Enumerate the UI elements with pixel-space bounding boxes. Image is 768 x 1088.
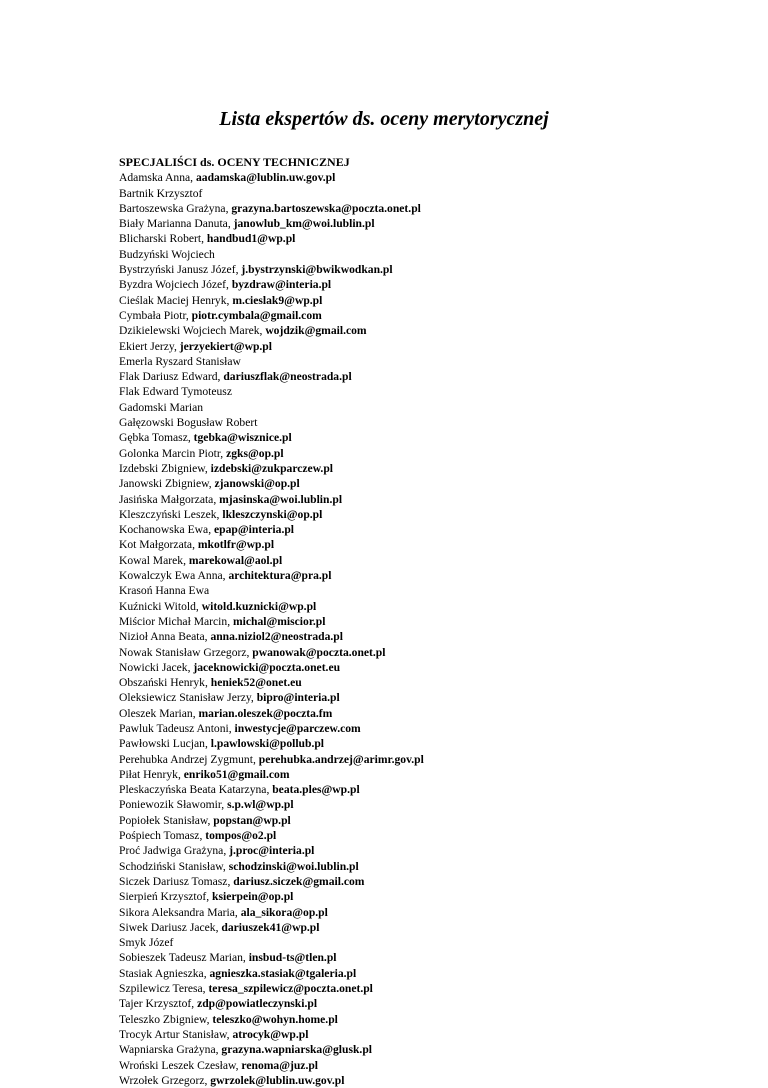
separator: , (227, 874, 234, 888)
expert-email: teresa_szpilewicz@poczta.onet.pl (208, 982, 373, 996)
list-item (119, 522, 739, 537)
separator: , (242, 951, 249, 965)
list-item (119, 859, 739, 874)
list-item (119, 950, 739, 965)
expert-email: grazyna.wapniarska@glusk.pl (221, 1043, 372, 1057)
expert-name: Schodziński Stanisław (119, 859, 223, 873)
separator: , (190, 171, 196, 185)
expert-list (119, 170, 739, 1088)
expert-name: Kot Małgorzata (119, 538, 193, 552)
expert-name: Proć Jadwiga Grażyna (119, 844, 224, 858)
expert-email: insbud-ts@tlen.pl (248, 951, 337, 965)
separator: , (215, 1043, 222, 1057)
expert-email: enriko51@gmail.com (183, 767, 290, 781)
expert-name: Sierpień Krzysztof (119, 890, 207, 904)
expert-name: Trocyk Artur Stanisław (119, 1027, 227, 1041)
expert-email: zdp@powiatleczynski.pl (197, 997, 318, 1011)
expert-name: Bartoszewska Grażyna (119, 201, 226, 215)
expert-email: wojdzik@gmail.com (265, 324, 367, 338)
expert-name: Cymbała Piotr (119, 308, 186, 322)
separator: , (192, 538, 198, 552)
expert-name: Teleszko Zbigniew (119, 1012, 207, 1026)
list-item (119, 400, 739, 415)
separator: , (201, 232, 207, 246)
separator: , (173, 339, 180, 353)
list-item (119, 782, 739, 797)
list-item (119, 247, 739, 262)
expert-email: m.cieslak9@wp.pl (232, 293, 323, 307)
expert-name: Flak Edward Tymoteusz (119, 385, 232, 399)
expert-email: l.pawlowski@pollub.pl (210, 737, 325, 751)
separator: , (207, 813, 214, 827)
expert-name: Gałęzowski Bogusław Robert (119, 416, 258, 430)
expert-email: teleszko@wohyn.home.pl (212, 1012, 338, 1026)
expert-email: agnieszka.stasiak@tgaleria.pl (209, 966, 357, 980)
list-item (119, 170, 739, 185)
expert-email: ala_sikora@op.pl (240, 905, 328, 919)
separator: , (185, 308, 192, 322)
expert-name: Pośpiech Tomasz (119, 829, 200, 843)
separator: , (177, 767, 184, 781)
separator: , (215, 920, 222, 934)
list-item (119, 1012, 739, 1027)
expert-email: tgebka@wisznice.pl (193, 431, 292, 445)
separator: , (222, 569, 229, 583)
separator: , (246, 645, 253, 659)
separator: , (235, 1058, 242, 1072)
expert-email: witold.kuznicki@wp.pl (201, 599, 317, 613)
expert-name: Smyk Józef (119, 936, 174, 950)
section-heading: SPECJALIŚCI ds. OCENY TECHNICZNEJ (119, 155, 350, 169)
list-item (119, 354, 739, 369)
separator: , (234, 905, 241, 919)
list-item (119, 1042, 739, 1057)
separator: , (204, 630, 211, 644)
separator: , (227, 217, 234, 231)
expert-email: aadamska@lublin.uw.gov.pl (195, 171, 336, 185)
separator: , (220, 446, 227, 460)
list-item (119, 706, 739, 721)
list-item (119, 384, 739, 399)
list-item (119, 476, 739, 491)
expert-email: heniek52@onet.eu (210, 676, 302, 690)
document-content (119, 155, 739, 1088)
separator: , (187, 660, 194, 674)
expert-email: dariusz.siczek@gmail.com (233, 874, 365, 888)
list-item (119, 966, 739, 981)
list-item (119, 996, 739, 1011)
expert-email: gwrzolek@lublin.uw.gov.pl (210, 1073, 345, 1087)
expert-name: Nowak Stanisław Grzegorz (119, 645, 247, 659)
list-item (119, 186, 739, 201)
separator: , (227, 614, 233, 628)
expert-name: Miścior Michał Marcin (119, 614, 228, 628)
expert-name: Izdebski Zbigniew (119, 461, 205, 475)
expert-name: Gębka Tomasz (119, 431, 188, 445)
separator: , (204, 461, 211, 475)
expert-name: Obszański Henryk (119, 676, 205, 690)
expert-email: byzdraw@interia.pl (231, 278, 332, 292)
separator: , (199, 829, 206, 843)
list-item (119, 981, 739, 996)
expert-name: Kleszczyński Leszek (119, 507, 217, 521)
expert-name: Biały Marianna Danuta (119, 217, 228, 231)
expert-email: mjasinska@woi.lublin.pl (219, 492, 343, 506)
separator: , (206, 890, 213, 904)
list-item (119, 905, 739, 920)
expert-email: jaceknowicki@poczta.onet.eu (193, 660, 341, 674)
expert-email: grazyna.bartoszewska@poczta.onet.pl (231, 201, 421, 215)
expert-name: Janowski Zbigniew (119, 477, 209, 491)
list-item (119, 553, 739, 568)
separator: , (216, 507, 223, 521)
expert-email: zgks@op.pl (226, 446, 284, 460)
list-item (119, 568, 739, 583)
list-item (119, 231, 739, 246)
expert-name: Oleszek Marian (119, 706, 193, 720)
list-item (119, 675, 739, 690)
list-item (119, 216, 739, 231)
list-item (119, 889, 739, 904)
expert-name: Flak Dariusz Edward (119, 370, 218, 384)
expert-name: Byzdra Wojciech Józef (119, 278, 227, 292)
expert-email: beata.ples@wp.pl (272, 783, 360, 797)
separator: , (187, 431, 194, 445)
list-item (119, 935, 739, 950)
list-item (119, 645, 739, 660)
list-item (119, 721, 739, 736)
expert-email: inwestycje@parczew.com (234, 721, 361, 735)
expert-email: mkotlfr@wp.pl (197, 538, 275, 552)
expert-name: Krasoń Hanna Ewa (119, 584, 210, 598)
expert-name: Kowalczyk Ewa Anna (119, 569, 223, 583)
expert-email: s.p.wl@wp.pl (227, 798, 294, 812)
list-item (119, 828, 739, 843)
expert-name: Emerla Ryszard Stanisław (119, 354, 241, 368)
expert-name: Gadomski Marian (119, 400, 204, 414)
expert-name: Kowal Marek (119, 553, 184, 567)
separator: , (206, 1012, 213, 1026)
expert-email: schodzinski@woi.lublin.pl (228, 859, 359, 873)
list-item (119, 446, 739, 461)
separator: , (204, 676, 211, 690)
expert-email: michal@miscior.pl (232, 614, 326, 628)
separator: , (195, 599, 202, 613)
separator: , (250, 691, 257, 705)
separator: , (202, 982, 209, 996)
list-item (119, 797, 739, 812)
expert-name: Kuźnicki Witold (119, 599, 196, 613)
list-item (119, 415, 739, 430)
expert-name: Sobieszek Tadeusz Marian (119, 951, 243, 965)
expert-email: jerzyekiert@wp.pl (179, 339, 272, 353)
expert-name: Sikora Aleksandra Maria (119, 905, 235, 919)
list-item (119, 430, 739, 445)
list-item (119, 1027, 739, 1042)
expert-name: Pawłowski Lucjan (119, 737, 205, 751)
separator: , (225, 201, 232, 215)
list-item (119, 752, 739, 767)
expert-name: Jasińska Małgorzata (119, 492, 214, 506)
list-item (119, 813, 739, 828)
expert-email: architektura@pra.pl (228, 569, 332, 583)
expert-name: Wapniarska Grażyna (119, 1043, 216, 1057)
list-item (119, 614, 739, 629)
page-title: Lista ekspertów ds. oceny merytorycznej (219, 108, 549, 130)
expert-name: Wrzołek Grzegorz (119, 1073, 205, 1087)
expert-name: Ekiert Jerzy (119, 339, 174, 353)
list-item (119, 461, 739, 476)
expert-email: zjanowski@op.pl (214, 477, 300, 491)
separator: , (213, 492, 220, 506)
list-item (119, 262, 739, 277)
expert-name: Kochanowska Ewa (119, 523, 209, 537)
separator: , (259, 324, 266, 338)
list-item (119, 583, 739, 598)
expert-name: Poniewozik Sławomir (119, 798, 222, 812)
expert-email: handbud1@wp.pl (206, 232, 296, 246)
separator: , (208, 523, 214, 537)
expert-email: dariuszflak@neostrada.pl (223, 370, 352, 384)
expert-name: Pleskaczyńska Beata Katarzyna (119, 783, 267, 797)
list-item (119, 201, 739, 216)
list-item (119, 599, 739, 614)
expert-email: renoma@juz.pl (241, 1058, 319, 1072)
expert-email: dariuszek41@wp.pl (221, 920, 320, 934)
list-item (119, 308, 739, 323)
separator: , (204, 737, 211, 751)
expert-name: Popiołek Stanisław (119, 813, 208, 827)
expert-email: marekowal@aol.pl (188, 553, 283, 567)
expert-name: Nowicki Jacek (119, 660, 188, 674)
expert-email: atrocyk@wp.pl (232, 1027, 309, 1041)
list-item (119, 629, 739, 644)
separator: , (208, 477, 215, 491)
list-item (119, 690, 739, 705)
list-item (119, 323, 739, 338)
list-item (119, 660, 739, 675)
expert-name: Dzikielewski Wojciech Marek (119, 324, 260, 338)
list-item (119, 369, 739, 384)
separator: , (228, 721, 235, 735)
expert-name: Tajer Krzysztof (119, 997, 192, 1011)
separator: , (221, 798, 228, 812)
list-item (119, 920, 739, 935)
separator: , (204, 1073, 211, 1087)
expert-name: Nizioł Anna Beata (119, 630, 205, 644)
expert-name: Budzyński Wojciech (119, 247, 215, 261)
separator: , (222, 859, 229, 873)
expert-name: Wroński Leszek Czesław (119, 1058, 236, 1072)
list-item (119, 1073, 739, 1088)
expert-name: Pawluk Tadeusz Antoni (119, 721, 229, 735)
list-item (119, 293, 739, 308)
separator: , (223, 844, 230, 858)
expert-name: Szpilewicz Teresa (119, 982, 203, 996)
expert-name: Siwek Dariusz Jacek (119, 920, 216, 934)
expert-name: Siczek Dariusz Tomasz (119, 874, 228, 888)
expert-name: Perehubka Andrzej Zygmunt (119, 752, 253, 766)
expert-email: tompos@o2.pl (205, 829, 277, 843)
separator: , (203, 966, 210, 980)
expert-name: Stasiak Agnieszka (119, 966, 204, 980)
expert-email: popstan@wp.pl (213, 813, 291, 827)
expert-email: j.proc@interia.pl (229, 844, 315, 858)
list-item (119, 492, 739, 507)
separator: , (252, 752, 259, 766)
expert-name: Cieślak Maciej Henryk (119, 293, 227, 307)
expert-name: Bartnik Krzysztof (119, 186, 203, 200)
expert-email: izdebski@zukparczew.pl (210, 461, 333, 475)
list-item (119, 874, 739, 889)
separator: , (266, 783, 273, 797)
expert-email: bipro@interia.pl (256, 691, 340, 705)
list-item (119, 736, 739, 751)
list-item (119, 277, 739, 292)
separator: , (235, 263, 242, 277)
expert-name: Bystrzyński Janusz Józef (119, 263, 236, 277)
list-item (119, 537, 739, 552)
expert-email: epap@interia.pl (213, 523, 295, 537)
expert-email: piotr.cymbala@gmail.com (191, 308, 322, 322)
separator: , (226, 1027, 233, 1041)
separator: , (217, 370, 224, 384)
expert-email: janowlub_km@woi.lublin.pl (233, 217, 375, 231)
expert-name: Blicharski Robert (119, 232, 202, 246)
expert-name: Golonka Marcin Piotr (119, 446, 221, 460)
separator: , (226, 293, 233, 307)
expert-email: marian.oleszek@poczta.fm (198, 706, 333, 720)
separator: , (183, 553, 189, 567)
list-item (119, 507, 739, 522)
expert-name: Adamska Anna (119, 171, 191, 185)
expert-email: ksierpein@op.pl (212, 890, 294, 904)
list-item (119, 1058, 739, 1073)
expert-name: Oleksiewicz Stanisław Jerzy (119, 691, 251, 705)
separator: , (226, 278, 232, 292)
separator: , (191, 997, 198, 1011)
expert-name: Piłat Henryk (119, 767, 178, 781)
list-item (119, 767, 739, 782)
expert-email: anna.niziol2@neostrada.pl (210, 630, 343, 644)
expert-email: pwanowak@poczta.onet.pl (252, 645, 386, 659)
expert-email: j.bystrzynski@bwikwodkan.pl (241, 263, 393, 277)
expert-email: lkleszczynski@op.pl (222, 507, 323, 521)
separator: , (192, 706, 199, 720)
expert-email: perehubka.andrzej@arimr.gov.pl (258, 752, 424, 766)
list-item (119, 843, 739, 858)
list-item (119, 339, 739, 354)
